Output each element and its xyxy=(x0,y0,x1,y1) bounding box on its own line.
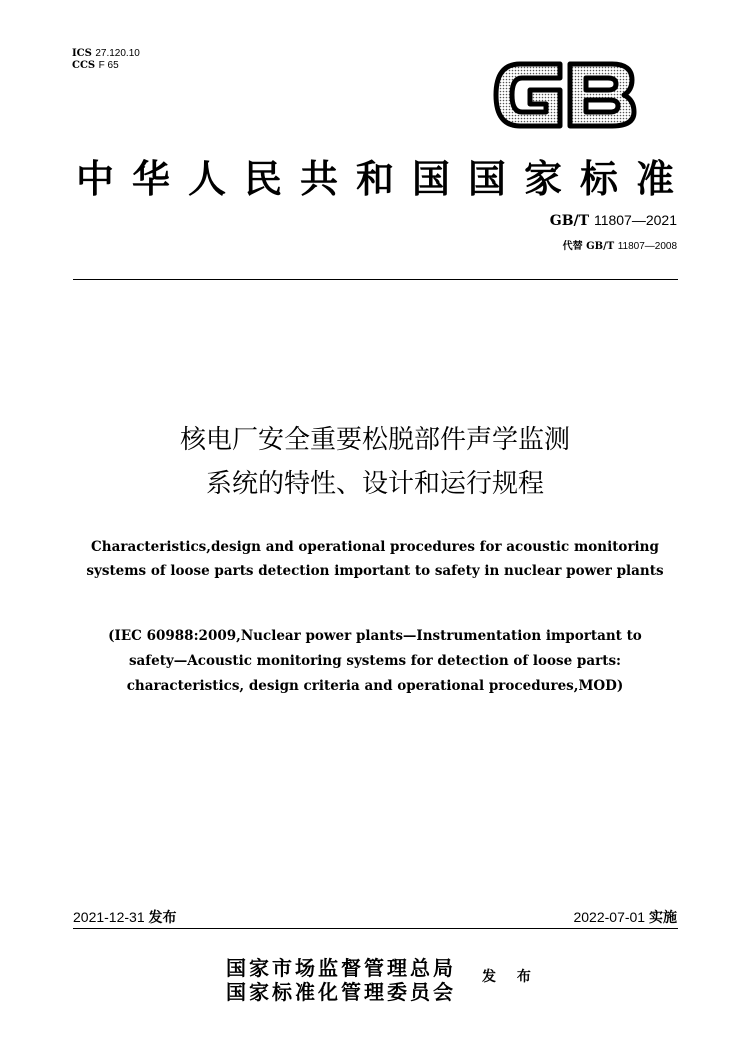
publisher-samr: 国家市场监督管理总局 xyxy=(226,956,456,980)
adoption-line3: characteristics, design criteria and operational procedures,MOD) xyxy=(126,678,624,694)
issue-date: 2021-12-31 xyxy=(73,909,145,925)
ics-line xyxy=(72,48,140,60)
english-title xyxy=(0,535,750,583)
adoption-line2: safety—Acoustic monitoring systems for detection of loose parts: xyxy=(128,653,622,669)
replaces-standard xyxy=(563,237,677,252)
replaces-code: 11807—2008 xyxy=(617,241,677,252)
implement-date: 2022-07-01 xyxy=(573,909,646,925)
adoption-statement xyxy=(0,624,750,699)
ccs-line xyxy=(72,60,140,72)
chinese-title-line1: 核电厂安全重要松脱部件声学监测 xyxy=(179,425,570,455)
ics-label: ICS xyxy=(72,48,92,59)
english-title-line1: Characteristics,design and operational procedures for acoustic monitoring xyxy=(91,539,659,555)
publishers xyxy=(226,956,456,1004)
chinese-title xyxy=(0,418,750,506)
implement-date-block xyxy=(573,907,677,927)
english-title-line2: systems of loose parts detection important to safety in nuclear power plants xyxy=(86,563,664,579)
issue-label: 发布 xyxy=(148,910,177,926)
publisher-sac: 国家标准化管理委员会 xyxy=(226,980,456,1004)
replaces-label: 代替 xyxy=(562,241,583,252)
issue-date-block xyxy=(73,907,177,927)
implement-label: 实施 xyxy=(649,910,677,926)
standard-number xyxy=(550,212,677,229)
publish-label: 发 布 xyxy=(482,969,539,985)
ccs-label: CCS xyxy=(72,60,96,71)
top-divider xyxy=(73,279,678,280)
national-standard-title: 中华人民共和国国家标准 xyxy=(75,156,692,201)
classification-codes xyxy=(72,48,140,72)
ics-code: 27.120.10 xyxy=(95,48,140,59)
ccs-code: F 65 xyxy=(98,60,119,71)
bottom-divider xyxy=(73,928,678,929)
standard-code: 11807—2021 xyxy=(593,212,677,228)
chinese-title-line2: 系统的特性、设计和运行规程 xyxy=(205,469,544,499)
adoption-line1: (IEC 60988:2009,Nuclear power plants—Instrumentation important to xyxy=(108,628,642,644)
replaces-prefix: GB/T xyxy=(586,241,615,252)
standard-prefix: GB/T xyxy=(549,213,590,229)
gb-logo-icon xyxy=(490,54,640,140)
